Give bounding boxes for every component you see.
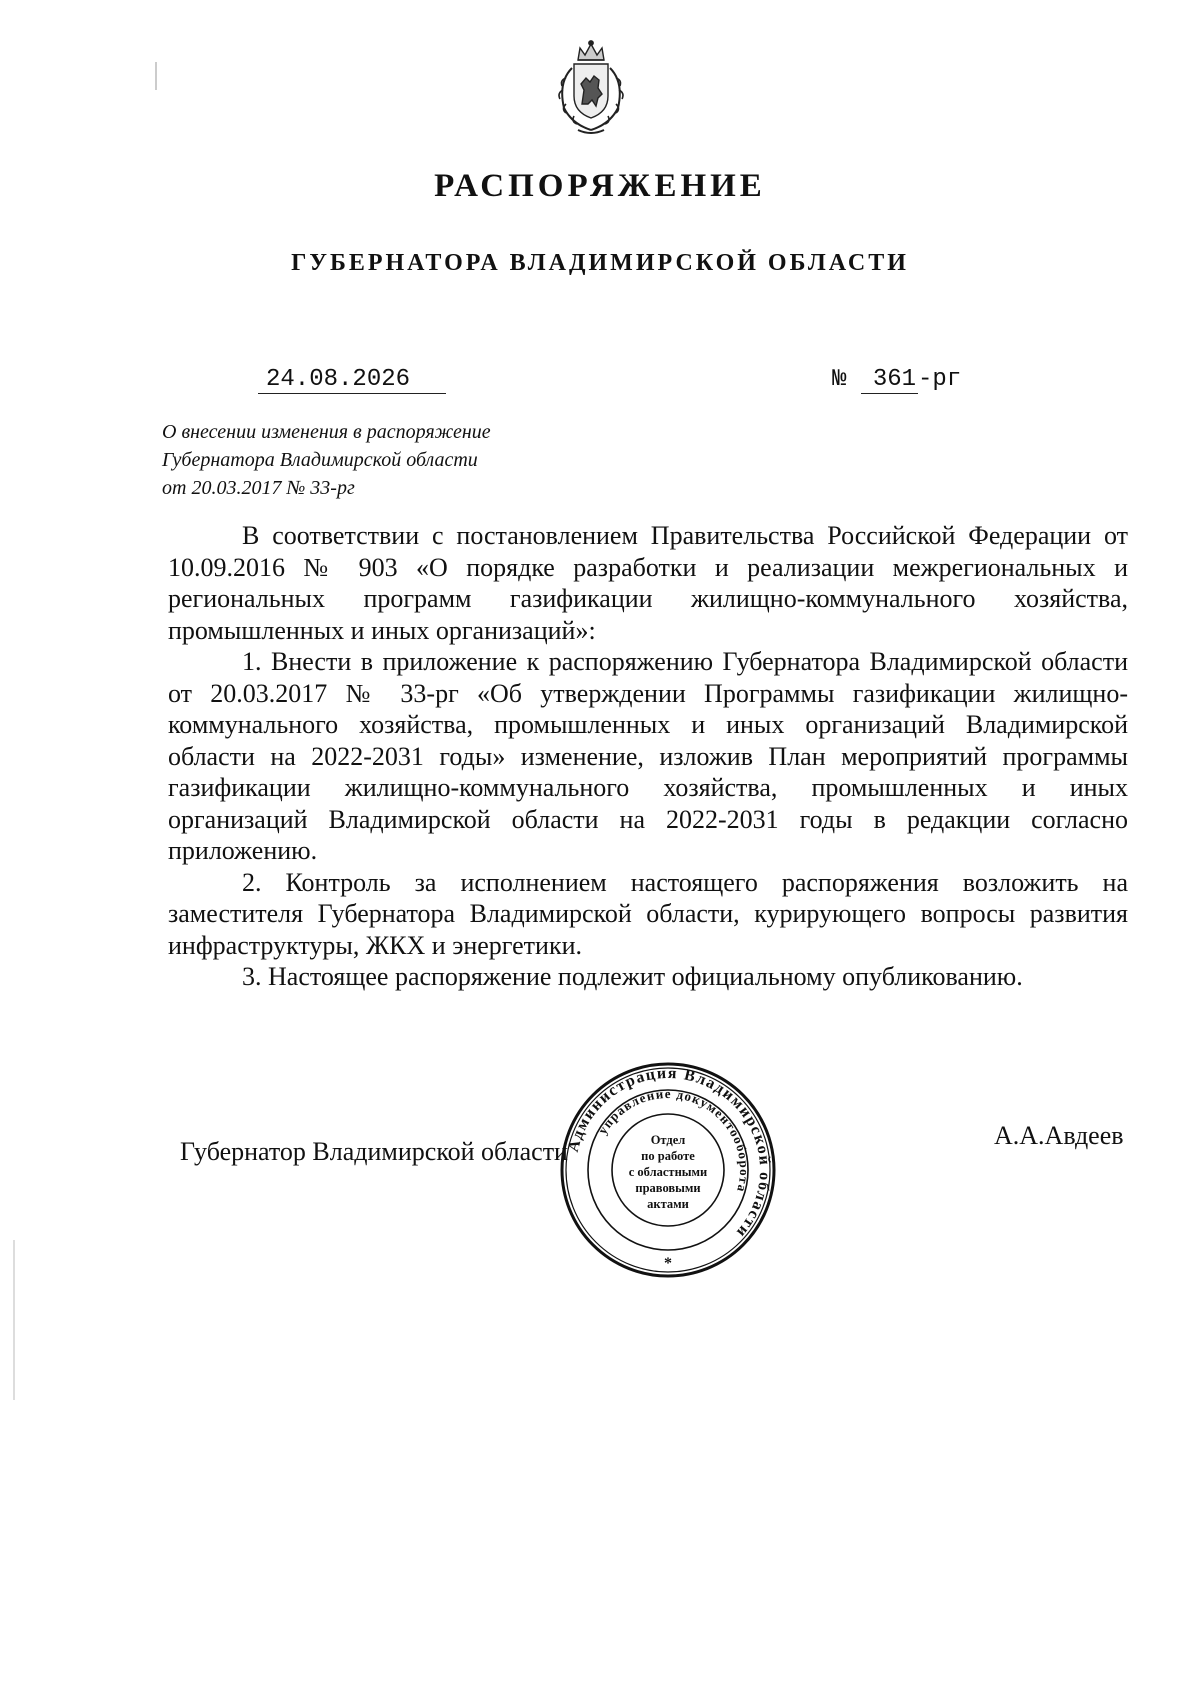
heading-line: от 20.03.2017 № 33-рг — [162, 477, 355, 499]
stamp-outer-text: Администрация Владимирской области — [564, 1064, 774, 1242]
item-3-paragraph: 3. Настоящее распоряжение подлежит официальному опубликованию. — [242, 962, 1023, 991]
number-sign: № — [832, 366, 847, 393]
item-1-paragraph: 1. Внести в приложение к распоряжению Губернатора Владимирской области от 20.03.2017 № 33-рг «Об утверждении Программы газификации жилищно-коммунального хозяйства, промышленных и иных организаций Владимирской области на 2022-2031 годы» изменение, изложив План мероприятий программы газификации жилищно-коммунального хозяйства, промышленных и иных организаций Владимирской области на 2022-2031 годы в редакции согласно приложению. — [168, 647, 1128, 865]
document-number — [832, 366, 961, 393]
coat-of-arms-emblem — [548, 38, 634, 138]
stamp-center-line: актами — [647, 1197, 689, 1211]
document-title: РАСПОРЯЖЕНИЕ — [434, 168, 766, 204]
heading-line: Губернатора Владимирской области — [162, 449, 478, 471]
item-2-paragraph: 2. Контроль за исполнением настоящего распоряжения возложить на заместителя Губернатора Владимирской области, курирующего вопросы развития инфраструктуры, ЖКХ и энергетики. — [168, 867, 1128, 960]
scan-artifact — [155, 62, 157, 90]
scan-artifact — [13, 1240, 15, 1400]
heading-line: О внесении изменения в распоряжение — [162, 421, 491, 443]
official-stamp — [558, 1060, 778, 1280]
signatory-name: А.А.Авдеев — [994, 1121, 1124, 1150]
document-heading — [162, 418, 682, 502]
stamp-star: * — [664, 1255, 672, 1272]
document-subtitle: ГУБЕРНАТОРА ВЛАДИМИРСКОЙ ОБЛАСТИ — [291, 250, 909, 276]
number-suffix: -рг — [918, 366, 962, 393]
document-date: 24.08.2026 — [258, 366, 446, 394]
preamble-paragraph: В соответствии с постановлением Правительства Российской Федерации от 10.09.2016 № 903 «О порядке разработки и реализации межрегиональных и региональных программ газификации жилищно-коммунального хозяйства, промышленных и иных организаций»: — [168, 521, 1128, 645]
stamp-center-line: Отдел — [650, 1133, 686, 1147]
stamp-center-line: по работе — [641, 1149, 695, 1163]
number-value: 361 — [861, 366, 918, 394]
signatory-position: Губернатор Владимирской области — [180, 1137, 568, 1166]
stamp-inner-text: управление документооборота — [594, 1085, 753, 1195]
document-body — [168, 520, 1128, 993]
stamp-center-line: с областными — [628, 1165, 708, 1179]
stamp-center-line: правовыми — [635, 1181, 701, 1195]
